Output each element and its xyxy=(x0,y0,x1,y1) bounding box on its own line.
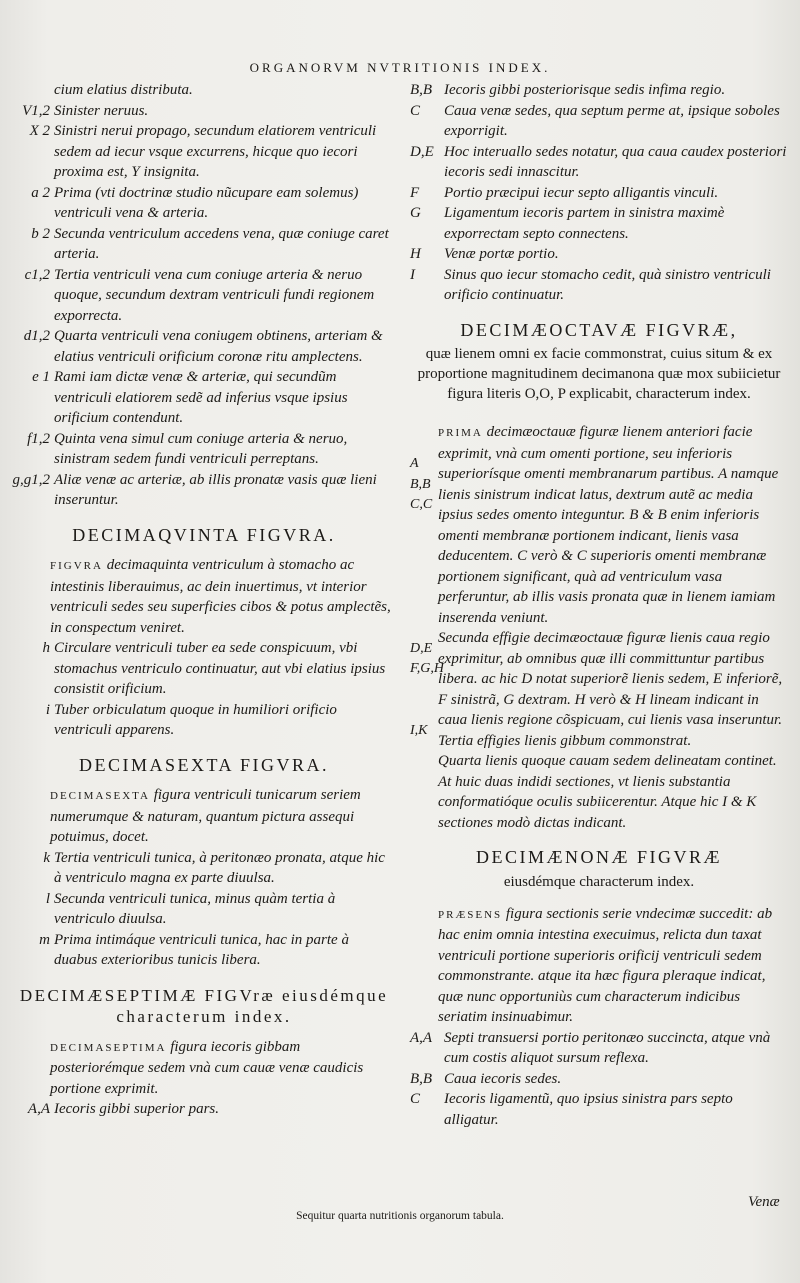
entry-key: k xyxy=(43,849,50,866)
margin-key: C,C xyxy=(410,497,433,512)
paragraph-eighteenth-c: Tertia effigies lienis gibbum commonstrat. xyxy=(438,732,692,749)
entry-text: Iecoris gibbi superior pars. xyxy=(54,1101,219,1117)
entry-text: Secunda ventriculi tunica, minus quàm tertia à ventriculo diuulsa. xyxy=(54,890,336,927)
entry-key: D,E xyxy=(410,143,434,160)
entry-key: f1,2 xyxy=(27,430,50,447)
index-entry xyxy=(410,1028,788,1069)
entry-text: Sinistri nerui propago, secundum elatiorem ventriculi sedem ad iecur vsque excurrens, hicque quo iecori proxima est, Y insignita. xyxy=(54,123,377,180)
paragraph-eighteenth-a xyxy=(438,422,788,628)
entry-text: Aliæ venæ ac arteriæ, ab illis pronatæ vasis quæ lieni inseruntur. xyxy=(54,471,377,508)
entry-key: m xyxy=(39,931,50,948)
left-entries-sixteenth xyxy=(12,848,396,971)
entry-text: Quinta vena simul cum coniuge arteria & neruo, sinistram sedem fundi ventriculi perreptans. xyxy=(54,430,348,467)
entry-key: V1,2 xyxy=(22,102,50,119)
entry-key: A,A xyxy=(410,1029,433,1046)
entry-key: h xyxy=(42,640,50,656)
para-text: figura ventriculi tunicarum seriem numerumque & naturam, quantum pictura assequi potuimus, docet. xyxy=(50,787,361,845)
entry-key: a 2 xyxy=(31,184,50,201)
entry-key: l xyxy=(45,890,50,907)
entry-key: B,B xyxy=(410,1070,433,1087)
entry-text: Prima intimáque ventriculi tunica, hac in parte à duabus exterioribus tunicis libera. xyxy=(54,931,349,968)
entry-key: X 2 xyxy=(29,123,50,139)
entry-text: Tertia ventriculi vena cum coniuge arteria & neruo quoque, secundum dextram ventriculi fundi regionem exporrecta. xyxy=(54,266,375,324)
index-entry xyxy=(410,1089,788,1130)
para-lead: DECIMASEPTIMA xyxy=(50,1041,167,1054)
index-entry xyxy=(12,265,396,327)
index-entry xyxy=(12,848,396,889)
index-entry xyxy=(12,470,396,511)
entry-text: Iecoris ligamentũ, quo ipsius sinistra pars septo alligatur. xyxy=(444,1091,733,1128)
entry-text: Quarta ventriculi vena coniugem obtinens, arteriam & elatius ventriculi orificium coronæ ritu amplectens. xyxy=(54,328,383,365)
entry-key: c1,2 xyxy=(24,266,50,283)
entry-text: Caua venæ sedes, qua septum perme at, ipsique soboles exporrigit. xyxy=(444,102,780,139)
index-entry xyxy=(410,203,788,244)
index-entry xyxy=(12,101,396,122)
index-entry xyxy=(12,429,396,470)
margin-key: A xyxy=(410,456,419,471)
entry-key: B,B xyxy=(410,82,433,98)
heading-nineteenth-figure: DECIMÆNONÆ FIGVRÆ xyxy=(475,847,723,867)
entry-text: Venæ portæ portio. xyxy=(444,246,559,262)
para-lead: PRÆSENS xyxy=(438,908,503,921)
para-text: decimæoctauæ figuræ lienem anteriori facie exprimit, vnà cum omenti portione, seu inferioris superiorísque omenti membranarum partibus. A namque lienis sinistrum indicat latus, dextrum autẽ ac media ipsius sedes omento integuntur. B & B enim inferioris omenti membranæ portionem indicant, lienis vasa deducentem. C verò & C superioris omenti membranæ portionem significant, quà ad ventriculum vasa perferuntur, ab illis vasis pronata quæ in lienem iamiam inserenda veniunt. xyxy=(438,424,779,626)
index-entry xyxy=(410,142,788,183)
index-entry xyxy=(12,638,396,700)
index-entry xyxy=(12,889,396,930)
entry-text: Rami iam dictæ venæ & arteriæ, qui secundũm ventriculi elatiorem sedẽ ad inferius vsque ipsius orificium contendunt. xyxy=(54,369,348,426)
index-entry xyxy=(12,326,396,367)
paragraph-fifteenth-figure xyxy=(12,555,396,638)
entry-text: Iecoris gibbi posteriorisque sedis infima regio. xyxy=(444,82,726,98)
index-entry xyxy=(410,265,788,306)
entry-key: g,g1,2 xyxy=(12,471,50,488)
index-entry xyxy=(12,930,396,971)
entry-key: C xyxy=(410,102,421,119)
para-text: figura sectionis serie vndecimæ succedit: ab hac enim omnia intestina execuimus, relicta dun taxat ventriculi portione superioris orificij ventriculi sedem commonstrante. atque ita hæc figura pleraque indicat, quæ nunc opportuniùs cum characterum indicibus seriatim insinuabimur. xyxy=(438,905,773,1025)
heading-fifteenth-figure: DECIMAQVINTA FIGVRA. xyxy=(72,524,336,545)
para-lead: PRIMA xyxy=(438,427,483,439)
entry-key: A,A xyxy=(27,1101,50,1117)
index-entry xyxy=(12,80,396,101)
left-entries-seventeenth xyxy=(12,1099,396,1120)
para-text: decimaquinta ventriculum à stomacho ac intestinis liberauimus, ac dein inuertimus, vt interior ventriculi sedes seu superficies cibos & potus amplectẽs, in conspectum veniret. xyxy=(50,557,391,636)
entry-key: d1,2 xyxy=(23,328,50,344)
entry-key: b 2 xyxy=(31,225,50,242)
subheading-nineteenth-figure: eiusdémque characterum index. xyxy=(503,873,695,890)
paragraph-eighteenth-d: Quarta lienis quoque cauam sedem delineatam continet. At huic duas indidi sectiones, vt lienis substantia conformatióque oculis subiicerentur. Atque hic I & K sectiones modò dictas indicant. xyxy=(438,753,777,831)
heading-sixteenth-figure: DECIMASEXTA FIGVRA. xyxy=(78,754,330,775)
index-entry xyxy=(410,101,788,142)
entry-text: Tuber orbiculatum quoque in humiliori orificio ventriculi apparens. xyxy=(54,701,337,738)
entry-text: Caua iecoris sedes. xyxy=(444,1070,562,1087)
right-column xyxy=(410,80,788,1130)
index-entry xyxy=(410,183,788,204)
paragraph-sixteenth-figure xyxy=(12,785,396,848)
entry-key: H xyxy=(410,246,421,262)
entry-key: C xyxy=(410,1091,421,1107)
entry-text: Secunda ventriculum accedens vena, quæ coniuge caret arteria. xyxy=(54,225,389,262)
entry-text: cium elatius distributa. xyxy=(54,82,193,98)
subheading-eighteenth-figure: quæ lienem omni ex facie commonstrat, cuius situm & ex proportione magnitudinem decimanona quæ mox subiicietur figura literis O,O, P explicabit, characterum index. xyxy=(417,346,781,402)
margin-keys xyxy=(410,454,444,741)
margin-key-column xyxy=(410,416,444,833)
left-column xyxy=(12,80,396,1120)
margin-key: B,B xyxy=(410,476,431,492)
eighteenth-body xyxy=(438,416,788,833)
entry-text: Prima (vti doctrinæ studio nũcupare eam solemus) ventriculi vena & arteria. xyxy=(54,184,359,221)
entry-text: Septi transuersi portio peritonæo succincta, atque vnà cum costis aliquot sursum reflexa. xyxy=(444,1029,771,1066)
entry-key: G xyxy=(410,205,421,221)
entry-key: i xyxy=(45,701,50,718)
heading-eighteenth-figure: DECIMÆOCTAVÆ FIGVRÆ, xyxy=(460,319,738,340)
right-entries-top xyxy=(410,80,788,306)
margin-key: I,K xyxy=(410,722,428,738)
paragraph-seventeenth-figure xyxy=(12,1037,396,1100)
eighteenth-block xyxy=(410,416,788,833)
left-entries-fifteenth xyxy=(12,638,396,741)
paragraph-nineteenth-figure xyxy=(410,904,788,1028)
entry-text: Circulare ventriculi tuber ea sede conspicuum, vbi stomachus ventriculo continuatur, aut vbi elatius ipsius consistit orificium. xyxy=(54,640,386,697)
entry-text: Sinister neruus. xyxy=(54,102,149,119)
entry-text: Tertia ventriculi tunica, à peritonæo pronata, atque hic à ventriculo magna ex parte diuulsa. xyxy=(54,849,385,886)
index-entry xyxy=(410,1069,788,1090)
entry-key xyxy=(12,80,54,101)
entry-key: I xyxy=(410,266,415,283)
index-entry xyxy=(12,367,396,429)
index-entry xyxy=(410,80,788,101)
index-entry xyxy=(12,224,396,265)
index-entry xyxy=(12,1099,396,1120)
footer-note: Sequitur quarta nutritionis organorum tabula. xyxy=(296,1210,504,1222)
paragraph-eighteenth-b: Secunda effigie decimæoctauæ figuræ lienis caua regio exprimitur, ab omnibus quæ illi committuntur partibus libera. ac hic D notat superiorẽ lienis sedem, E inferiorẽ, F sinistrã, G dextram. H verò & H lineam indicant in caua lienis regione cõspicuam, cui lienis vasa inseruntur. xyxy=(438,630,783,728)
entry-text: Hoc interuallo sedes notatur, qua caua caudex posteriori iecoris sedi innascitur. xyxy=(444,143,787,180)
entry-text: Ligamentum iecoris partem in sinistra maximè exporrectam septo connectens. xyxy=(444,205,725,242)
heading-seventeenth-figure: DECIMÆSEPTIMÆ FIGVræ eiusdémque characterum index. xyxy=(19,985,389,1026)
index-entry xyxy=(12,183,396,224)
index-entry xyxy=(410,244,788,265)
entry-text: Sinus quo iecur stomacho cedit, quà sinistro ventriculi orificio continuatur. xyxy=(444,266,771,303)
index-entry xyxy=(12,121,396,183)
entry-key: e 1 xyxy=(32,369,50,385)
left-entries-top xyxy=(12,80,396,511)
entry-text: Portio præcipui iecur septo alligantis vinculi. xyxy=(444,184,719,201)
para-text: figura iecoris gibbam posteriorémque sedem vnà cum cauæ venæ caudicis portione exprimit. xyxy=(50,1038,364,1097)
right-entries-nineteenth xyxy=(410,1028,788,1131)
catchword: Venæ xyxy=(748,1194,780,1210)
entry-key: F xyxy=(410,184,420,201)
margin-key: F,G,H xyxy=(410,661,444,676)
running-head: ORGANORVM NVTRITIONIS INDEX. xyxy=(249,60,551,75)
para-lead: FIGVRA xyxy=(50,560,103,572)
margin-key: D,E xyxy=(410,640,433,656)
para-lead: DECIMASEXTA xyxy=(50,790,150,802)
index-entry xyxy=(12,700,396,741)
